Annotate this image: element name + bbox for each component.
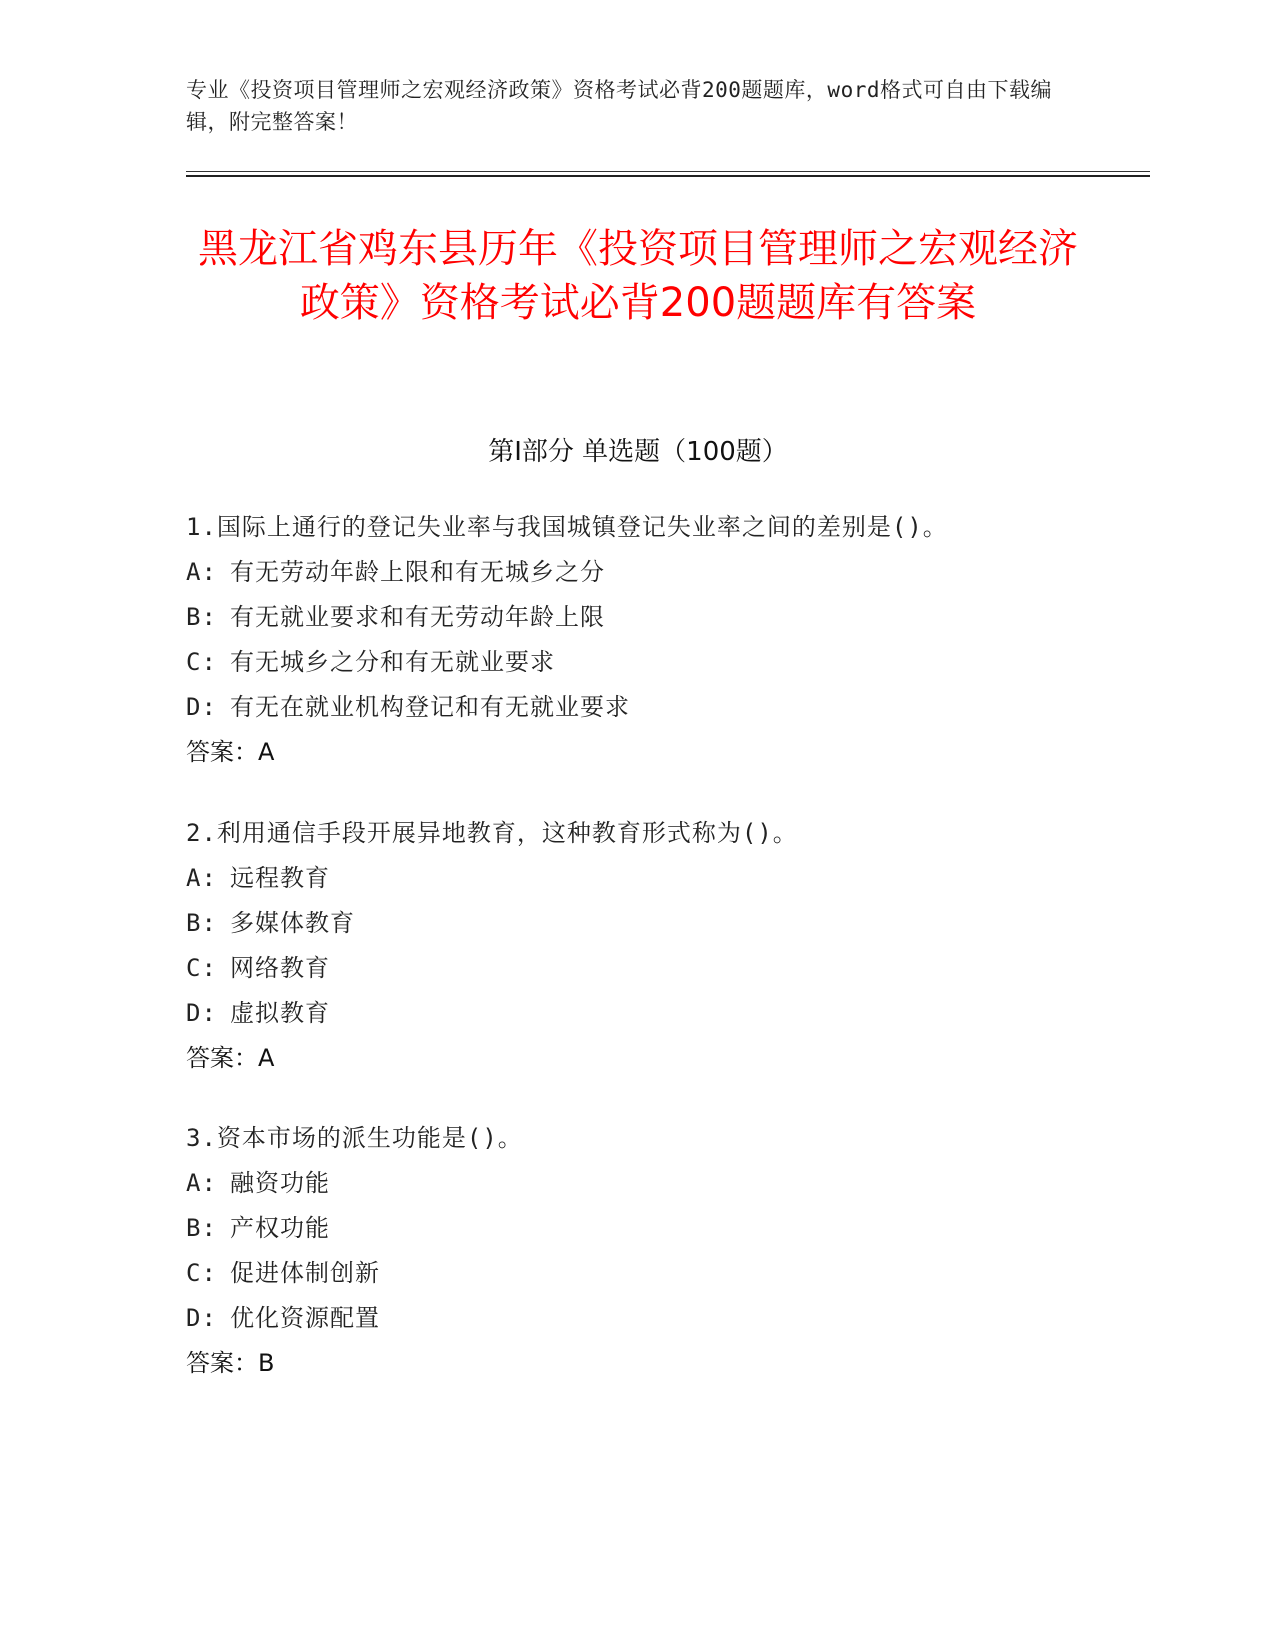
question-3 bbox=[186, 1116, 1090, 1386]
header-note: 专业《投资项目管理师之宏观经济政策》资格考试必背200题题库，word格式可自由下载编辑，附完整答案！ bbox=[186, 78, 1052, 134]
option-text: 有无就业要求和有无劳动年龄上限 bbox=[230, 603, 605, 631]
option-text: 多媒体教育 bbox=[230, 909, 355, 937]
option-key: B: bbox=[186, 1214, 217, 1242]
question-1 bbox=[186, 505, 1090, 775]
option-c bbox=[186, 640, 1090, 685]
header-rule-thick bbox=[186, 175, 1150, 177]
option-text: 促进体制创新 bbox=[230, 1259, 380, 1287]
option-d bbox=[186, 991, 1090, 1036]
option-text: 优化资源配置 bbox=[230, 1304, 380, 1332]
option-text: 有无在就业机构登记和有无就业要求 bbox=[230, 693, 630, 721]
option-a bbox=[186, 1161, 1090, 1206]
option-key: B: bbox=[186, 909, 217, 937]
option-d bbox=[186, 1296, 1090, 1341]
option-key: A: bbox=[186, 1169, 217, 1197]
question-stem: 1.国际上通行的登记失业率与我国城镇登记失业率之间的差别是()。 bbox=[186, 513, 948, 541]
option-key: A: bbox=[186, 558, 217, 586]
option-key: A: bbox=[186, 864, 217, 892]
option-text: 产权功能 bbox=[230, 1214, 330, 1242]
option-key: D: bbox=[186, 999, 217, 1027]
question-stem: 2.利用通信手段开展异地教育，这种教育形式称为()。 bbox=[186, 819, 798, 847]
question-2 bbox=[186, 811, 1090, 1081]
answer: 答案：A bbox=[186, 738, 275, 766]
option-b bbox=[186, 1206, 1090, 1251]
option-key: C: bbox=[186, 954, 217, 982]
option-key: D: bbox=[186, 693, 217, 721]
option-text: 有无城乡之分和有无就业要求 bbox=[230, 648, 555, 676]
option-b bbox=[186, 901, 1090, 946]
option-key: B: bbox=[186, 603, 217, 631]
option-key: C: bbox=[186, 1259, 217, 1287]
answer: 答案：B bbox=[186, 1349, 275, 1377]
document-title: 黑龙江省鸡东县历年《投资项目管理师之宏观经济政策》资格考试必背200题题库有答案 bbox=[198, 226, 1078, 326]
option-text: 远程教育 bbox=[230, 864, 330, 892]
answer: 答案：A bbox=[186, 1044, 275, 1072]
section-title: 第Ⅰ部分 单选题（100题） bbox=[488, 437, 788, 467]
option-key: C: bbox=[186, 648, 217, 676]
option-b bbox=[186, 595, 1090, 640]
option-d bbox=[186, 685, 1090, 730]
option-c bbox=[186, 946, 1090, 991]
option-text: 网络教育 bbox=[230, 954, 330, 982]
option-c bbox=[186, 1251, 1090, 1296]
option-text: 虚拟教育 bbox=[230, 999, 330, 1027]
option-key: D: bbox=[186, 1304, 217, 1332]
option-text: 有无劳动年龄上限和有无城乡之分 bbox=[230, 558, 605, 586]
option-text: 融资功能 bbox=[230, 1169, 330, 1197]
question-stem: 3.资本市场的派生功能是()。 bbox=[186, 1124, 523, 1152]
option-a bbox=[186, 550, 1090, 595]
option-a bbox=[186, 856, 1090, 901]
header-rule-thin bbox=[186, 171, 1150, 172]
